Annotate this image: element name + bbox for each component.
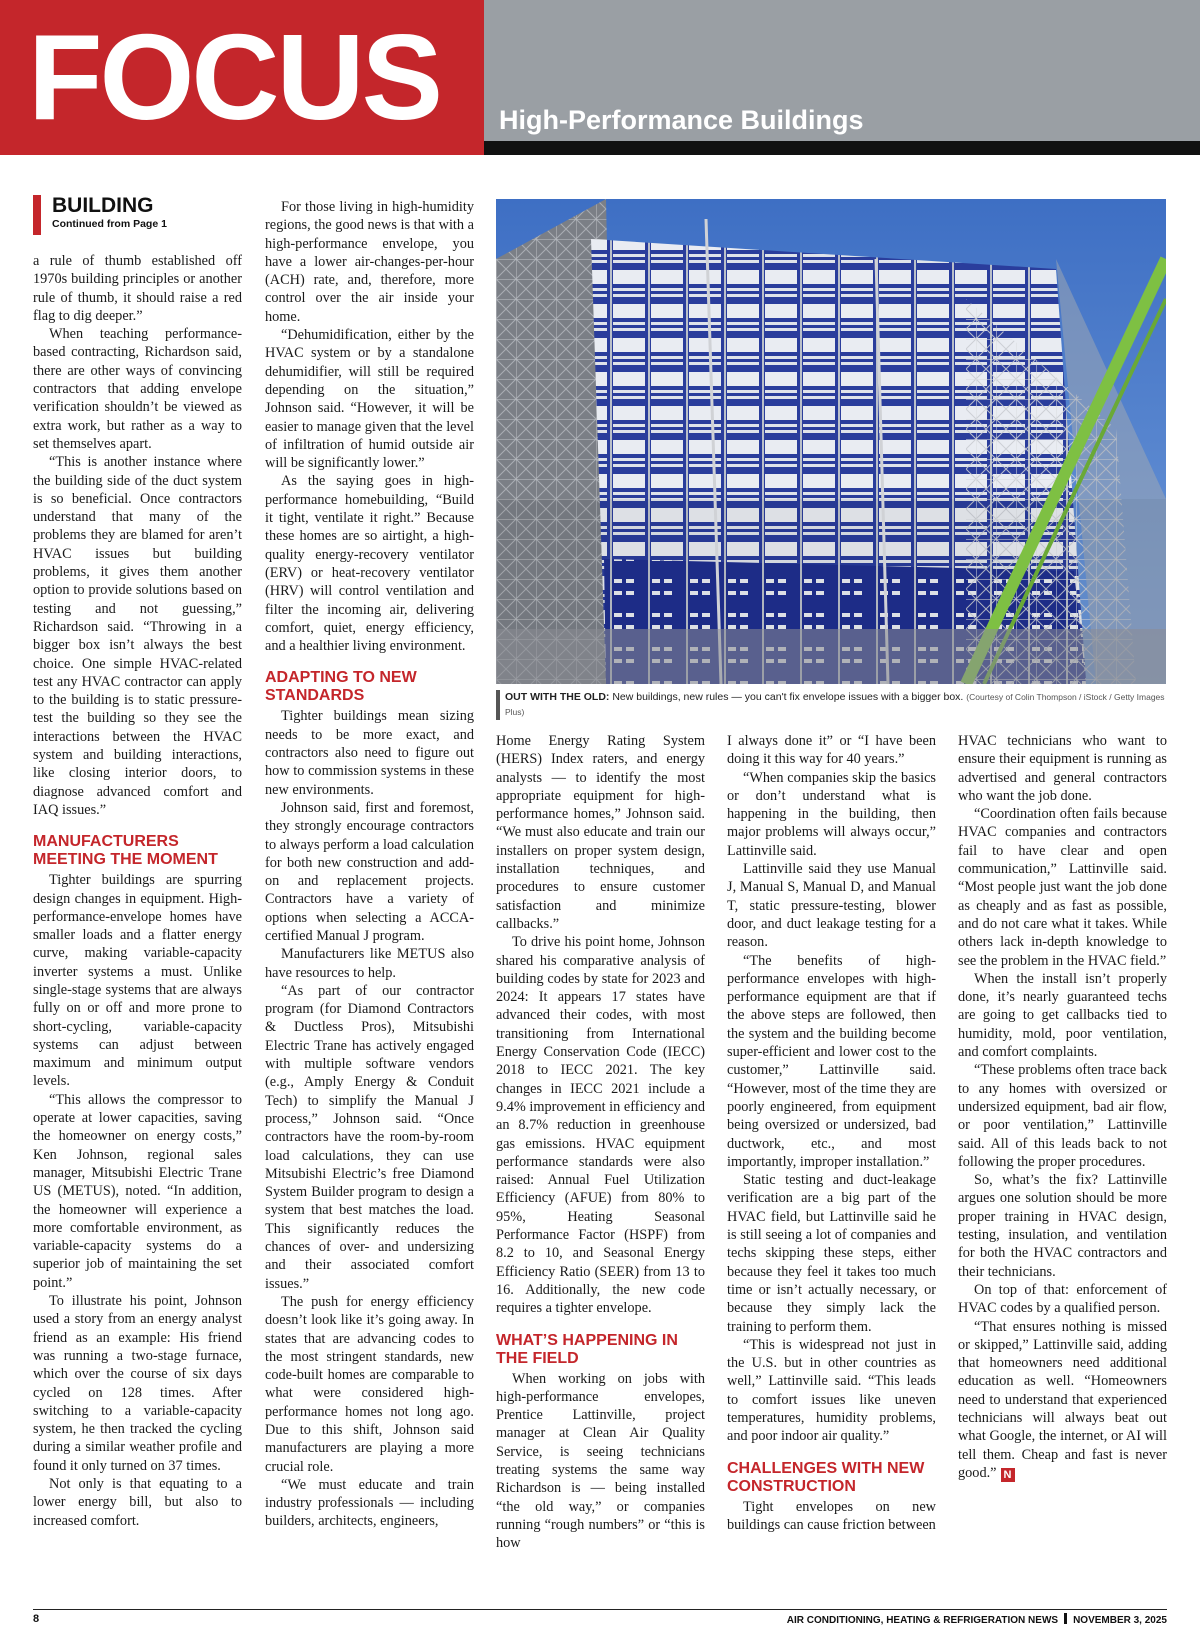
paragraph-text: So, what’s the fix? Lattinville argues one solution should be more proper training in HVAC design, testing, insulation, and ventilation for both the HVAC contractors and their technicians. [958, 1172, 1167, 1280]
heading-text: WHAT’S HAPPENING IN THE FIELD [496, 1331, 678, 1367]
paragraph [727, 860, 936, 951]
paragraph [265, 945, 474, 982]
paragraph [958, 1281, 1167, 1318]
paragraph-text: Tighter buildings mean sizing needs to be more exact, and contractors also need to figure out how to commission systems in these new environments. [265, 708, 474, 798]
paragraph-text: As the saying goes in high-performance homebuilding, “Build it tight, ventilate it right.” Because these homes are so airtight, a high-quality energy-recovery ventilator (ERV) or heat-recovery ventilator (HRV) will control ventilation and filter the incoming air, delivering comfort, quiet, energy efficiency, and a healthier living environment. [265, 473, 474, 655]
paragraph [727, 769, 936, 860]
heading-text: MANUFACTURERS MEETING THE MOMENT [33, 833, 218, 869]
paragraph [496, 732, 705, 933]
paragraph-text: To drive his point home, Johnson shared his comparative analysis of building codes by state for 2023 and 2024: It appears 17 states have advanced their codes, with most transitioning from International Energy Conservation Code (IECC) 2018 to IECC 2021. The key changes in IECC 2021 include a 9.4% improvement in efficiency and an 8.7% reduction in greenhouse gas emissions. HVAC equipment performance standards were also raised: Annual Fuel Utilization Efficiency (AFUE) from 80% to 95%, Heating Seasonal Performance Factor (HSPF) from 8.2 to 10, and Seasonal Energy Efficiency Ratio (SEER) from 13 to 16. Additionally, the new code requires a tighter envelope. [496, 934, 705, 1317]
footer-rule [33, 1609, 1167, 1610]
article-column-3 [496, 732, 705, 1552]
paragraph [496, 933, 705, 1317]
paragraph-text: Manufacturers like METUS also have resources to help. [265, 946, 474, 981]
continued-from: Continued from Page 1 [52, 218, 167, 230]
caption-text: New buildings, new rules — you can't fix envelope issues with a bigger box. [612, 691, 964, 703]
section-heading [33, 833, 242, 869]
paragraph [33, 1091, 242, 1292]
paragraph [727, 1336, 936, 1446]
section-subtitle: High-Performance Buildings [499, 105, 864, 135]
paragraph [958, 1171, 1167, 1281]
paragraph [265, 982, 474, 1293]
article-column-2 [265, 198, 474, 1531]
paragraph [958, 732, 1167, 805]
section-title: FOCUS [28, 9, 440, 145]
paragraph-text: Tighter buildings are spurring design changes in equipment. High-performance-envelope homes have smaller loads and a flatter energy curve, making variable-capacity inverter systems a must. Unlike single-stage systems that are always fully on or off and more prone to short-cycling, variable-capacity systems can adjust between maximum and minimum output levels. [33, 872, 242, 1090]
paragraph-text: Static testing and duct-leakage verification are a big part of the HVAC field, but Lattinville said he is still seeing a lot of companies and techs skipping these steps, either because they feel it takes too much time or isn’t actually necessary, or because they simply lack the training to perform them. [727, 1172, 936, 1335]
paragraph-text: “Coordination often fails because HVAC companies and contractors fail to have clear and open communication,” Lattinville said. “Most people just want the job done as cheaply and as fast as possible, and do not care what it takes. While others lack in-depth knowledge to see the problem in the HVAC field.” [958, 806, 1167, 969]
paragraph-text: “As part of our contractor program (for Diamond Contractors & Ductless Pros), Mitsubishi Electric Trane has actively engaged with multiple software vendors (e.g., Amply Energy & Conduit Tech) to simplify the Manual J process,” Johnson said. “Once contractors have the room-by-room load calculations, they can use Mitsubishi Electric’s free Diamond System Builder program to design a system that best matches the load. This significantly reduces the chances of over- and undersizing and their associated comfort issues.” [265, 982, 474, 1292]
publication-name: AIR CONDITIONING, HEATING & REFRIGERATION NEWS [786, 1615, 1059, 1626]
paragraph [496, 1370, 705, 1553]
paragraph-text: “We must educate and train industry professionals — including builders, architects, engineers, [265, 1476, 474, 1530]
paragraph [33, 453, 242, 819]
paragraph [33, 871, 242, 1091]
paragraph-text: The push for energy efficiency doesn’t look like it’s going away. In states that are advancing codes to the most stringent standards, new code-built homes are comparable to what were considered high-performance homes not long ago. Due to this shift, Johnson said manufacturers are playing a more crucial role. [265, 1293, 474, 1475]
paragraph-text: Tight envelopes on new buildings can cause friction between [727, 1498, 936, 1533]
paragraph [958, 1061, 1167, 1171]
article-column-1 [33, 252, 242, 1530]
paragraph [265, 1293, 474, 1476]
paragraph-text: HVAC technicians who want to ensure their equipment is running as advertised and general contractors who want the job done. [958, 733, 1167, 804]
paragraph-text: When teaching performance-based contracting, Richardson said, there are other ways of convincing contractors that adding envelope verification shouldn’t be viewed as extra work, but rather as a way to set themselves apart. [33, 326, 242, 452]
paragraph-text: “This is widespread not just in the U.S. but in other countries as well,” Lattinville said. “This leads to comfort issues like uneven temperatures, humidity problems, and poor indoor air quality.” [727, 1336, 936, 1445]
paragraph-text: “This allows the compressor to operate at lower capacities, saving the homeowner on energy costs,” Ken Johnson, regional sales manager, Mitsubishi Electric Trane US (METUS), noted. “In addition, the homeowner will experience a more comfortable environment, as variable-capacity systems do a superior job of maintaining the set point.” [33, 1091, 242, 1291]
paragraph-text: I always done it” or “I have been doing it this way for 40 years.” [727, 733, 936, 768]
paragraph-text: “That ensures nothing is missed or skipped,” Lattinville said, adding that homeowners need additional education as well. “Homeowners need to understand that experienced technicians will always beat out what Google, the internet, or AI will tell them. Cheap and fast is never good.” [958, 1318, 1167, 1481]
section-heading [727, 1460, 936, 1496]
photo-credit: (Courtesy of Colin Thompson / iStock / Getty Images Plus) [505, 692, 1165, 717]
paragraph [265, 1476, 474, 1531]
paragraph-text: Not only is that equating to a lower energy bill, but also to increased comfort. [33, 1476, 242, 1529]
paragraph [265, 799, 474, 945]
article-column-5 [958, 732, 1167, 1482]
paragraph [265, 198, 474, 326]
paragraph [727, 952, 936, 1172]
article-column-4 [727, 732, 936, 1534]
paragraph-text: When working on jobs with high-performance envelopes, Prentice Lattinville, project manager at Clean Air Quality Service, is seeing technicians treating systems the same way Richardson is — being installed “the old way,” or companies running “rough numbers” or “this is how [496, 1370, 705, 1552]
heading-text: CHALLENGES WITH NEW CONSTRUCTION [727, 1459, 925, 1495]
continuation-tag [33, 195, 262, 235]
issue-date: NOVEMBER 3, 2025 [1073, 1615, 1167, 1626]
paragraph [33, 1292, 242, 1475]
masthead-rule [484, 141, 1200, 155]
paragraph [265, 472, 474, 655]
paragraph-text: a rule of thumb established off 1970s building principles or another rule of thumb, it should raise a red flag to dig deeper.” [33, 253, 242, 324]
paragraph-text: To illustrate his point, Johnson used a story from an energy analyst friend as an example: His friend was running a two-stage furnace, which over the course of six days cycled on 128 times. After switching to a variable-capacity system, he then tracked the cycling during a similar weather profile and found it only turned on 37 times. [33, 1293, 242, 1474]
footer-info [787, 1613, 1167, 1626]
construction-building-illustration [496, 199, 1166, 684]
paragraph-text: “This is another instance where the building side of the duct system is so beneficial. Once contractors understand that many of the problems they are blamed for aren’t HVAC issues but building problems, it gives them another option to provide solutions based on testing and not guessing,” Richardson said. “Throwing in a bigger box isn’t always the best choice. One simple HVAC-related test any HVAC contractor can apply to the building is to static pressure-test the building so they see the interactions between the HVAC system and building interactions, like closing interior doors, to diagnose advanced comfort and IAQ issues.” [33, 454, 242, 818]
paragraph-text: Home Energy Rating System (HERS) Index raters, and energy analysts — to identify the most appropriate equipment for high-performance homes,” Johnson said. “We must also educate and train our installers on proper system design, installation techniques, and procedures to ensure customer satisfaction and minimize callbacks.” [496, 733, 705, 932]
section-heading [496, 1332, 705, 1368]
paragraph [265, 326, 474, 472]
paragraph [958, 1318, 1167, 1483]
end-of-story-mark: N [1001, 1468, 1015, 1482]
paragraph [727, 1171, 936, 1336]
building-photo [496, 199, 1166, 684]
paragraph [958, 805, 1167, 970]
paragraph-text: “These problems often trace back to any homes with oversized or undersized equipment, bad air flow, or poor ventilation,” Lattinville said. All of this leads back to not following the proper procedures. [958, 1062, 1167, 1170]
photo-caption [496, 690, 1165, 720]
footer-separator [1064, 1613, 1067, 1624]
paragraph-text: Lattinville said they use Manual J, Manual S, Manual D, and Manual T, static pressure-testing, blower door, and duct leakage testing for a reason. [727, 861, 936, 951]
paragraph [727, 732, 936, 769]
page-number: 8 [33, 1613, 40, 1625]
story-slug: BUILDING [52, 194, 154, 217]
paragraph [727, 1498, 936, 1535]
paragraph-text: “The benefits of high-performance envelopes with high-performance equipment are that if the above steps are followed, then the system and the building become super-efficient and lower cost to the customer,” Lattinville said. “However, most of the time they are poorly engineered, from equipment being oversized or undersized, bad ductwork, etc., and most importantly, improper installation.” [727, 952, 936, 1170]
paragraph-text: “Dehumidification, either by the HVAC system or by a standalone dehumidifier, will still be required depending on the situation,” Johnson said. “However, it will be easier to manage given that the level of infiltration of humid outside air will be significantly lower.” [265, 327, 474, 472]
paragraph-text: On top of that: enforcement of HVAC codes by a qualified person. [958, 1281, 1167, 1317]
paragraph [265, 707, 474, 798]
paragraph-text: For those living in high-humidity regions, the good news is that with a high-performance envelope, you have a lower air-changes-per-hour (ACH) rate, and, therefore, more control over the air inside your home. [265, 199, 474, 325]
heading-text: ADAPTING TO NEW STANDARDS [265, 669, 417, 705]
paragraph-text: Johnson said, first and foremost, they strongly encourage contractors to always perform a load calculation for both new construction and add-on and replacement projects. Contractors have a variety of options when selecting a ACCA-certified Manual J program. [265, 799, 474, 944]
section-heading [265, 669, 474, 705]
paragraph-text: “When companies skip the basics or don’t understand what is happening in the building, then major problems will always occur,” Lattinville said. [727, 769, 936, 859]
caption-lead: OUT WITH THE OLD: [505, 691, 610, 703]
paragraph [33, 1475, 242, 1530]
paragraph [33, 325, 242, 453]
paragraph [958, 970, 1167, 1061]
paragraph [33, 252, 242, 325]
paragraph-text: When the install isn’t properly done, it’s nearly guaranteed techs are going to get callbacks tied to humidity, mold, poor ventilation, and comfort complaints. [958, 970, 1167, 1061]
